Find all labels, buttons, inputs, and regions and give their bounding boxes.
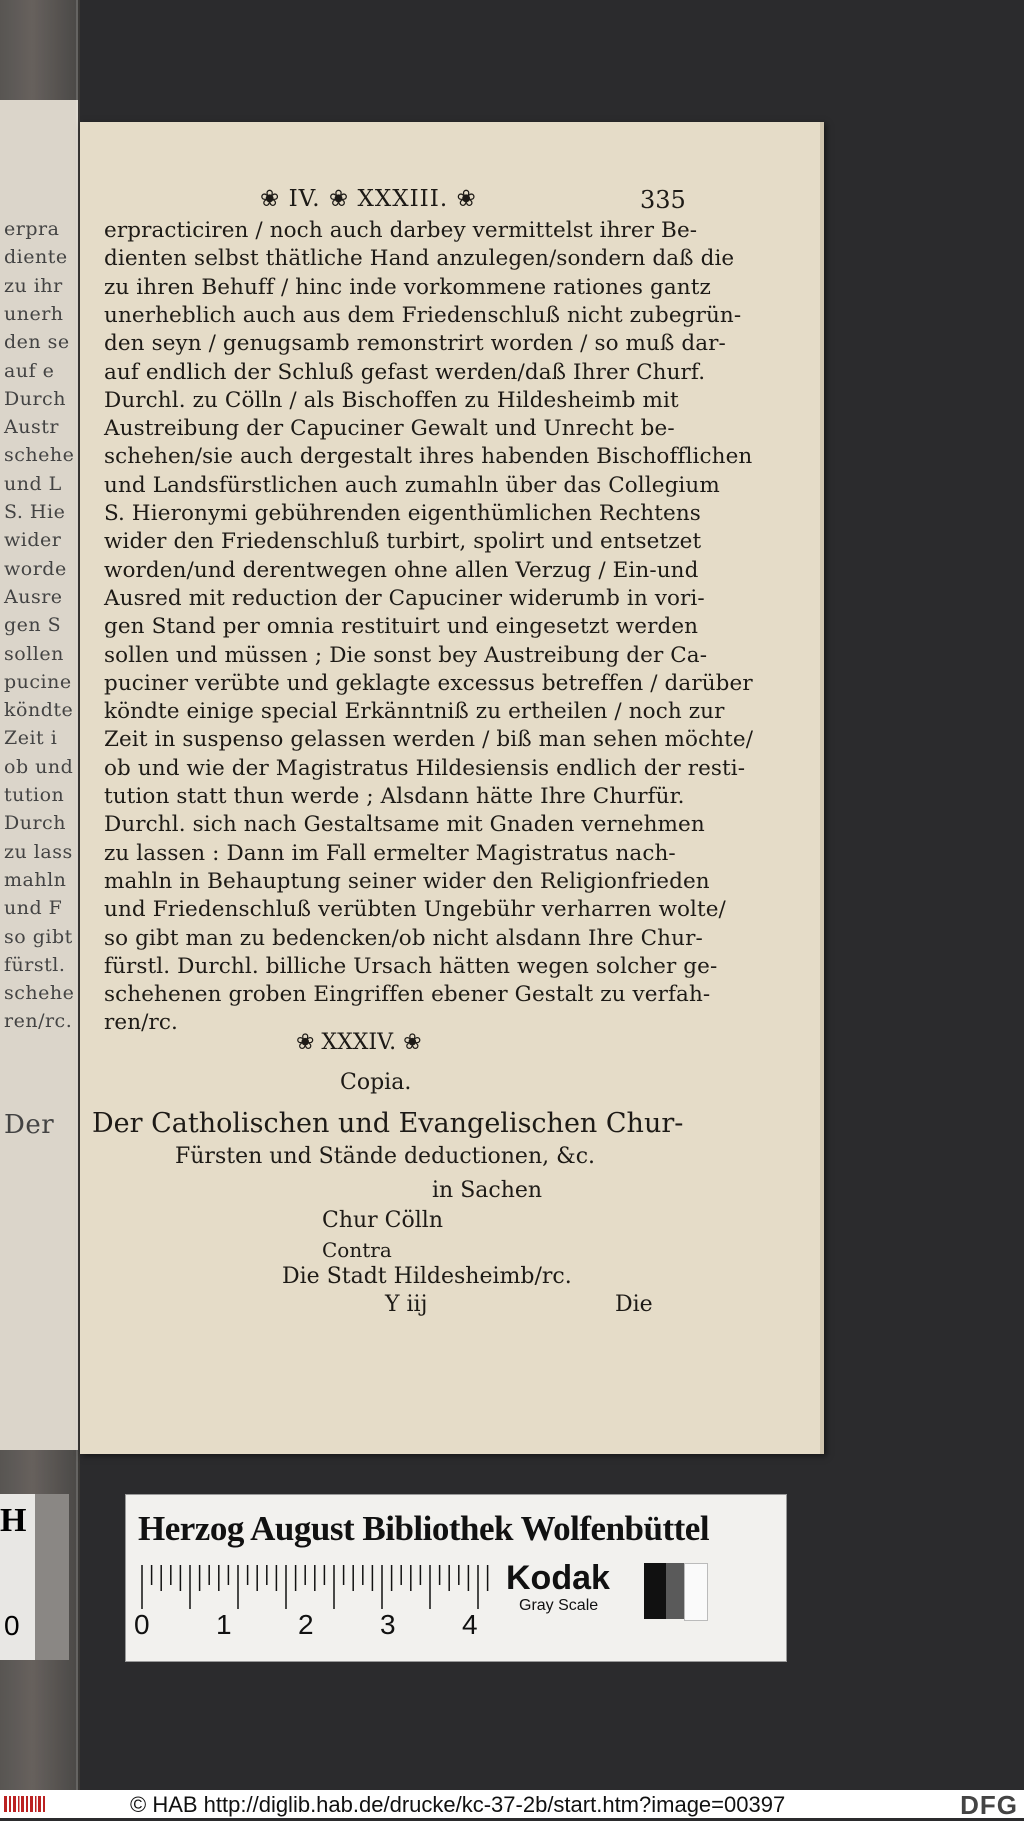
left-page-text-fragment: worde <box>4 557 67 580</box>
left-page-text-fragment: erpra <box>4 218 60 240</box>
swatch-white <box>684 1563 708 1621</box>
left-card-shadow <box>35 1494 69 1660</box>
left-page-text-fragment: fürstl. <box>4 953 66 976</box>
scale-number-0: 0 <box>134 1609 150 1640</box>
scale-number-2: 2 <box>298 1609 314 1640</box>
library-name: Herzog August Bibliothek Wolfenbüttel <box>138 1509 710 1548</box>
text-line: schehen/sie auch dergestalt ihres habenden Bischofflichen <box>104 444 753 470</box>
left-color-card <box>0 1494 35 1660</box>
signature-mark: Y iij <box>385 1292 428 1317</box>
document-title-line2: Fürsten und Stände deductionen, &c. <box>175 1144 596 1169</box>
text-line: köndte einige special Erkänntniß zu ertheilen / noch zur <box>104 699 725 725</box>
document-title-line1: Der Catholischen und Evangelischen Chur- <box>92 1108 684 1139</box>
swatch-gray <box>666 1563 684 1619</box>
left-page-text-fragment: köndte <box>4 699 74 722</box>
dfg-logo: DFG <box>960 1790 1018 1820</box>
left-page-text-fragment: pucine <box>4 670 72 693</box>
text-line: und Friedenschluß verübten Ungebühr verharren wolte/ <box>104 897 726 923</box>
contra-label: Contra <box>322 1238 392 1262</box>
left-page-text-fragment: auf e <box>4 359 55 382</box>
text-line: wider den Friedenschluß turbirt, spolirt und entsetzet <box>104 529 702 555</box>
page-number: 335 <box>640 186 686 214</box>
scale-number-1: 1 <box>216 1609 232 1640</box>
text-line: S. Hieronymi gebührenden eigenthümlichen Rechtens <box>104 501 701 526</box>
copia-label: Copia. <box>340 1070 412 1095</box>
left-card-number: 0 <box>4 1610 20 1641</box>
text-line: zu ihren Behuff / hinc inde vorkommene rationes gantz <box>104 274 711 300</box>
left-page-text-fragment: Durch <box>4 812 66 835</box>
left-page-text-fragment: und F <box>4 897 63 920</box>
left-page-text-fragment: so gibt <box>4 925 73 948</box>
left-page-text-fragment: tution <box>4 784 65 806</box>
text-line: sollen und müssen ; Die sonst bey Austreibung der Ca- <box>104 642 708 668</box>
text-line: den seyn / genugsamb remonstrirt worden / so muß dar- <box>104 331 726 357</box>
text-line: ren/rc. <box>104 1010 178 1036</box>
footer-bar <box>0 1790 1024 1818</box>
text-line: puciner verübte und geklagte excessus betreffen / darüber <box>104 670 753 696</box>
text-line: und Landsfürstlichen auch zumahln über das Collegium <box>104 472 720 498</box>
left-page-text-fragment: diente <box>4 246 68 269</box>
left-page-title-fragment: Der <box>4 1110 55 1140</box>
left-page-text-fragment: S. Hie <box>4 501 66 523</box>
left-page-text-fragment: Ausre <box>4 585 63 608</box>
text-line: worden/und derentwegen ohne allen Verzug / Ein-und <box>104 557 699 583</box>
text-line: fürstl. Durchl. billiche Ursach hätten wegen solcher ge- <box>104 953 718 979</box>
left-page-text-fragment: zu lass <box>4 840 73 863</box>
copyright-url[interactable]: © HAB http://diglib.hab.de/drucke/kc-37-2b/start.htm?image=00397 <box>130 1792 786 1817</box>
text-line: dienten selbst thätliche Hand anzulegen/sondern daß die <box>104 246 735 272</box>
text-line: Zeit in suspenso gelassen werden / biß man sehen möchte/ <box>104 727 754 753</box>
left-page-text-fragment: ren/rc. <box>4 1010 73 1033</box>
page-header: ❀ IV. ❀ XXXIII. ❀ <box>260 186 477 212</box>
text-line: Ausred mit reduction der Capuciner widerumb in vori- <box>104 585 705 611</box>
text-line: auf endlich der Schluß gefast werden/daß Ihrer Churf. <box>104 359 706 385</box>
gray-scale-label: Gray Scale <box>519 1597 599 1614</box>
kodak-logo: Kodak <box>506 1559 610 1597</box>
left-page-text-fragment: schehe <box>4 982 75 1005</box>
left-page-text-fragment: den se <box>4 331 70 354</box>
left-page-text-fragment: mahln <box>4 868 67 891</box>
text-line: schehenen groben Eingriffen ebener Gestalt zu verfah- <box>104 982 711 1008</box>
party-plaintiff: Chur Cölln <box>322 1208 443 1233</box>
left-page-text-fragment: zu ihr <box>4 274 63 297</box>
text-line: erpracticiren / noch auch darbey vermittelst ihrer Be- <box>104 218 698 243</box>
catchword: Die <box>615 1292 653 1317</box>
in-sachen-label: in Sachen <box>432 1178 543 1203</box>
left-page-text-fragment: Austr <box>4 416 59 439</box>
ruler-scale <box>138 1565 498 1609</box>
text-line: gen Stand per omnia restituirt und eingesetzt werden <box>104 614 699 640</box>
section-heading: ❀ XXXIV. ❀ <box>296 1030 422 1055</box>
party-defendant: Die Stadt Hildesheimb/rc. <box>282 1264 572 1289</box>
left-page-text-fragment: unerh <box>4 302 64 325</box>
left-page-text-fragment: gen S <box>4 614 62 637</box>
text-line: Durchl. sich nach Gestaltsame mit Gnaden vernehmen <box>104 812 705 838</box>
left-card-letter: H <box>0 1502 27 1539</box>
text-line: ob und wie der Magistratus Hildesiensis endlich der resti- <box>104 755 746 781</box>
scale-number-4: 4 <box>462 1609 478 1640</box>
scale-number-3: 3 <box>380 1609 396 1640</box>
left-page-text-fragment: sollen <box>4 642 64 665</box>
text-line: tution statt thun werde ; Alsdann hätte Ihre Churfür. <box>104 784 685 809</box>
text-line: mahln in Behauptung seiner wider den Religionfrieden <box>104 868 710 894</box>
left-page-text-fragment: wider <box>4 529 62 552</box>
text-line: unerheblich auch aus dem Friedenschluß nicht zubegrün- <box>104 302 742 328</box>
hab-barcode-icon <box>4 1794 48 1814</box>
left-page-text-fragment: ob und <box>4 755 74 778</box>
text-line: Durchl. zu Cölln / als Bischoffen zu Hildesheimb mit <box>104 387 679 413</box>
text-line: Austreibung der Capuciner Gewalt und Unrecht be- <box>104 416 675 442</box>
left-page-text-fragment: und L <box>4 472 62 495</box>
text-line: zu lassen : Dann im Fall ermelter Magistratus nach- <box>104 840 676 866</box>
swatch-black <box>644 1563 666 1619</box>
left-page-text-fragment: Zeit i <box>4 727 58 750</box>
color-scale-card <box>125 1494 787 1662</box>
text-line: so gibt man zu bedencken/ob nicht alsdann Ihre Chur- <box>104 925 703 951</box>
left-page-text-fragment: schehe <box>4 444 75 467</box>
left-page-text-fragment: Durch <box>4 387 66 410</box>
